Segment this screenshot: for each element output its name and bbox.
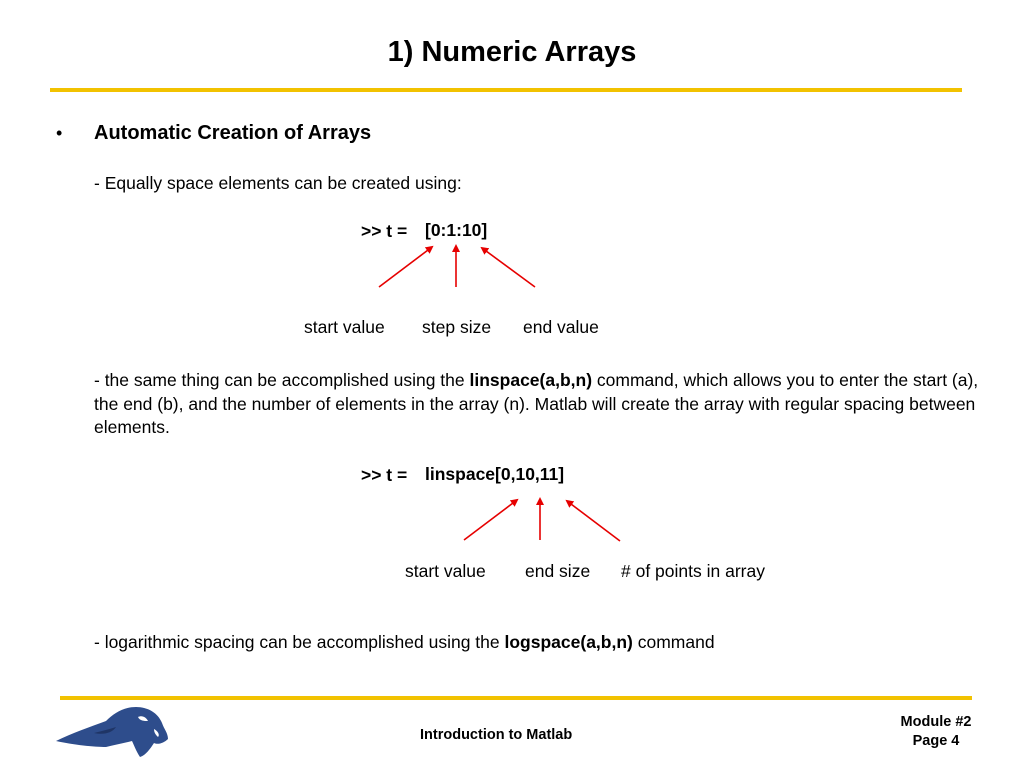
page-label: Page 4 <box>912 733 960 749</box>
label-start-value-1: start value <box>304 317 385 337</box>
logspace-text-before: - logarithmic spacing can be accomplished using the <box>94 632 505 652</box>
example1-prompt: >> t = <box>361 221 408 241</box>
arrow-end-value <box>482 248 535 287</box>
slide-title: 1) Numeric Arrays <box>387 36 637 68</box>
footer-title: Introduction to Matlab <box>420 727 573 743</box>
label-end-size: end size <box>525 561 591 581</box>
example2-expr: linspace[0,10,11] <box>425 464 565 484</box>
label-step-size: step size <box>422 317 492 337</box>
arrow-start-value-2 <box>464 500 517 540</box>
bullet-marker: • <box>56 123 63 143</box>
arrow-start-value-1 <box>379 247 432 287</box>
section-heading: Automatic Creation of Arrays <box>94 122 372 144</box>
logspace-command: logspace(a,b,n) <box>504 632 633 652</box>
bottom-divider <box>60 696 972 700</box>
label-num-points: # of points in array <box>621 561 765 581</box>
module-label: Module #2 <box>900 714 972 730</box>
footer-module-page <box>880 713 992 751</box>
wildcat-logo-icon <box>54 703 172 759</box>
logspace-text-after: command <box>632 632 715 652</box>
linspace-text-after: command, which allows you to enter the start (a), the end (b), and the number of elements in the array (n). Matlab will create the array with regular spacing between elements. <box>94 370 979 437</box>
arrow-num-points <box>567 501 620 541</box>
example1-expr: [0:1:10] <box>425 220 488 240</box>
equally-spaced-intro: - Equally space elements can be created using: <box>94 173 462 193</box>
linspace-command: linspace(a,b,n) <box>469 370 593 390</box>
label-start-value-2: start value <box>405 561 486 581</box>
example2-prompt: >> t = <box>361 465 408 485</box>
label-end-value: end value <box>523 317 599 337</box>
linspace-text-before: - the same thing can be accomplished using the <box>94 370 470 390</box>
